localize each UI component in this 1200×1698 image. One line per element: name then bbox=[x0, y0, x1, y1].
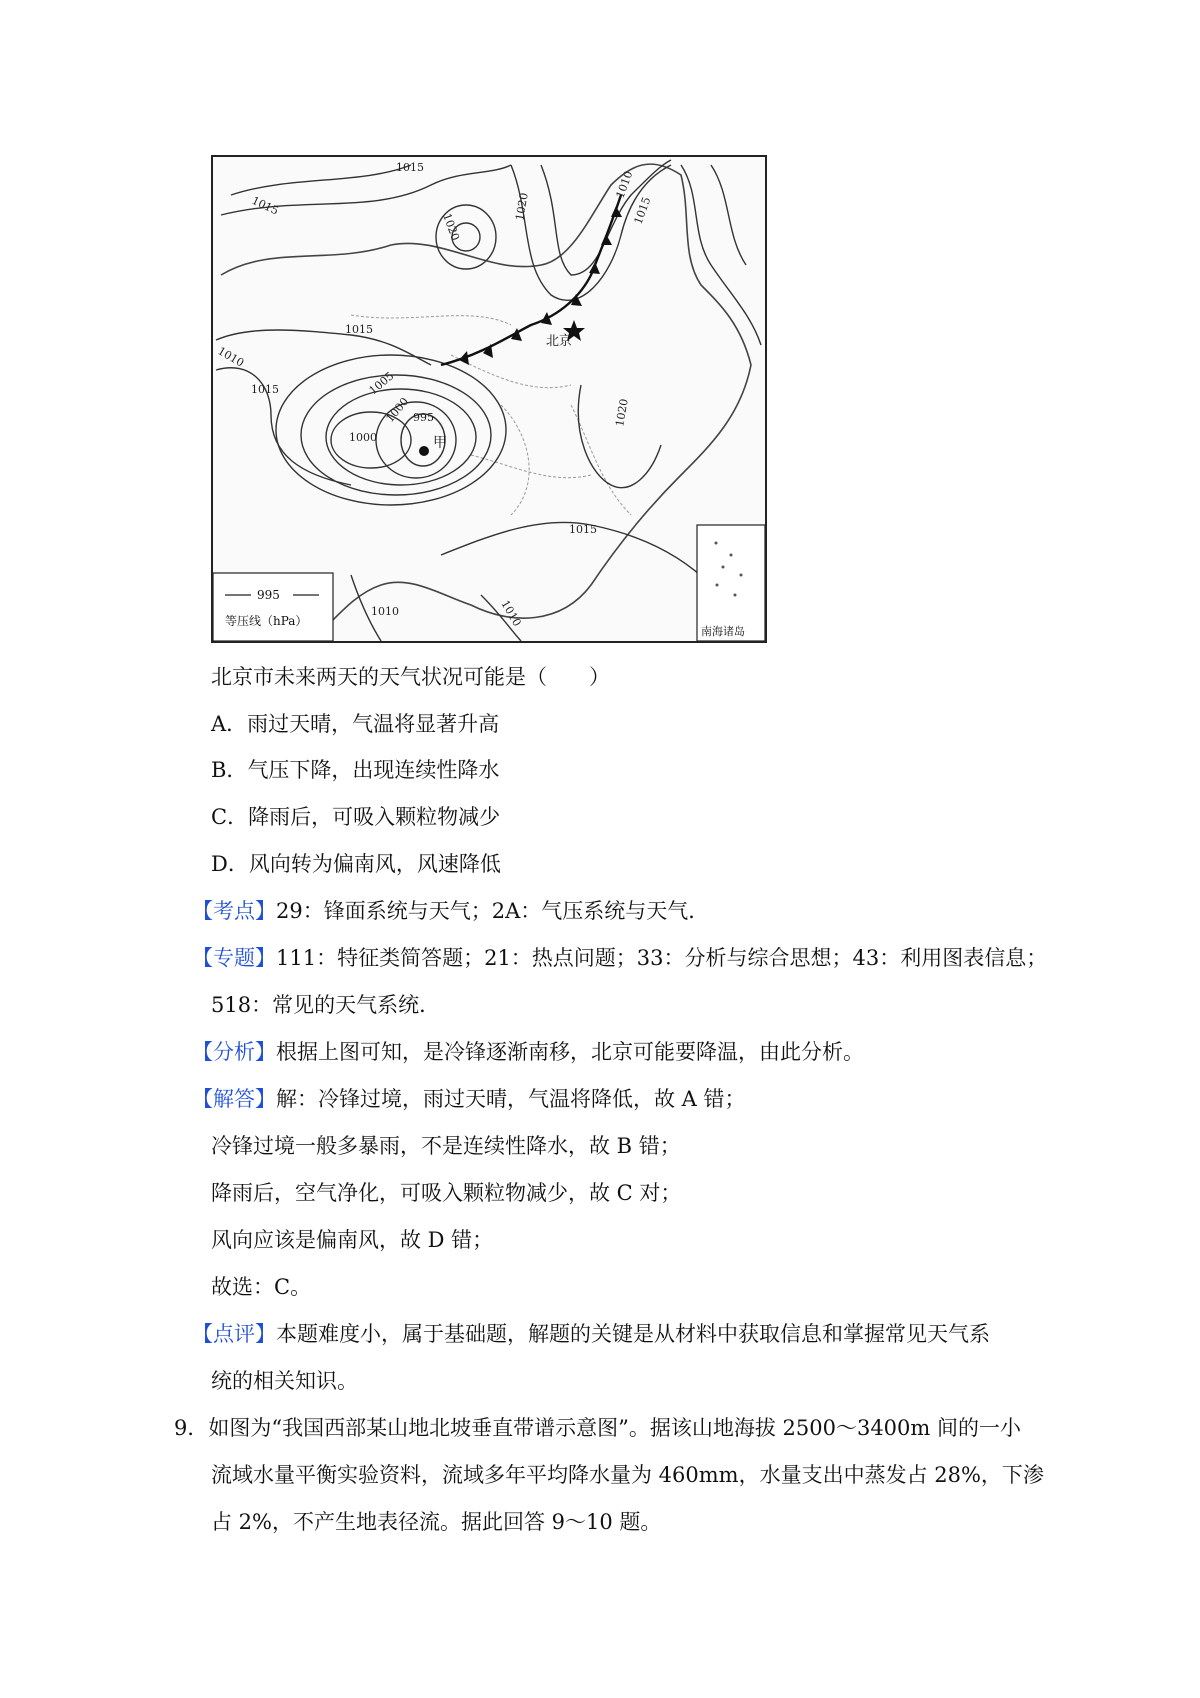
legend-caption: 等压线（hPa） bbox=[225, 614, 308, 628]
question-stem: 北京市未来两天的天气状况可能是（ ） bbox=[211, 665, 610, 689]
dianping-line bbox=[192, 1321, 990, 1347]
kaodian-text: 29：锋面系统与天气；2A：气压系统与天气． bbox=[276, 899, 710, 923]
question-number: 9． bbox=[174, 1416, 209, 1440]
legend-value: 995 bbox=[257, 588, 280, 602]
isobar-label: 1015 bbox=[569, 523, 597, 536]
point-label: 甲 bbox=[433, 435, 447, 451]
legend-box bbox=[213, 573, 333, 641]
isobar-label: 1020 bbox=[513, 191, 531, 222]
point-jia-dot bbox=[419, 446, 429, 456]
kaodian-tag: 【考点】 bbox=[192, 899, 276, 923]
kaodian-line bbox=[192, 898, 709, 924]
isobar-label: 1010 bbox=[215, 344, 247, 370]
inset-box bbox=[697, 525, 765, 641]
city-label: 北京 bbox=[546, 334, 573, 349]
option-b bbox=[211, 757, 499, 783]
jieda-detail-line: 冷锋过境一般多暴雨，不是连续性降水，故 B 错； bbox=[211, 1134, 681, 1158]
isobar-label: 1015 bbox=[396, 161, 424, 174]
fenxi-tag: 【分析】 bbox=[192, 1040, 276, 1064]
next-question-text: 如图为“我国西部某山地北坡垂直带谱示意图”。据该山地海拔 2500～3400m 间的一小 bbox=[208, 1416, 1021, 1440]
jieda-line bbox=[192, 1086, 746, 1112]
fenxi-text: 根据上图可知，是冷锋逐渐南移，北京可能要降温，由此分析。 bbox=[276, 1040, 864, 1064]
option-letter: A． bbox=[211, 712, 248, 736]
inset-caption: 南海诸岛 bbox=[701, 625, 745, 638]
option-d bbox=[211, 851, 501, 877]
option-letter: C． bbox=[211, 805, 249, 829]
isobar-label: 1020 bbox=[613, 397, 631, 428]
zhuanti-tag: 【专题】 bbox=[192, 946, 276, 970]
zhuanti-line bbox=[192, 945, 1047, 971]
jieda-detail-line: 故选：C。 bbox=[211, 1275, 312, 1299]
isobar-label: 1015 bbox=[345, 323, 373, 336]
zhuanti-text: 111：特征类简答题；21：热点问题；33：分析与综合思想；43：利用图表信息； bbox=[276, 946, 1048, 970]
jieda-detail-line: 降雨后，空气净化，可吸入颗粒物减少，故 C 对； bbox=[211, 1181, 682, 1205]
option-text: 雨过天晴，气温将显著升高 bbox=[247, 712, 500, 736]
option-letter: B． bbox=[211, 758, 248, 782]
jieda-detail-line: 风向应该是偏南风，故 D 错； bbox=[211, 1228, 494, 1252]
next-question-line-1 bbox=[174, 1415, 1021, 1441]
isobar-label: 1010 bbox=[371, 605, 399, 618]
isobar-label: 995 bbox=[413, 411, 434, 424]
next-question-line-2: 流域水量平衡实验资料，流域多年平均降水量为 460mm，水量支出中蒸发占 28%，下渗 bbox=[211, 1463, 1044, 1487]
isobar-label: 1020 bbox=[440, 211, 462, 243]
isobar-map bbox=[211, 155, 767, 643]
jieda-tag: 【解答】 bbox=[192, 1087, 276, 1111]
option-text: 降雨后，可吸入颗粒物减少 bbox=[248, 805, 501, 829]
isobar-label: 1010 bbox=[498, 598, 524, 629]
option-text: 气压下降，出现连续性降水 bbox=[247, 758, 500, 782]
dianping-tag: 【点评】 bbox=[192, 1322, 276, 1346]
jieda-text: 解：冷锋过境，雨过天晴，气温将降低，故 A 错； bbox=[276, 1087, 746, 1111]
next-question-line-3: 占 2%，不产生地表径流。据此回答 9～10 题。 bbox=[211, 1510, 662, 1534]
isobar-label: 1000 bbox=[383, 395, 412, 425]
isobar-label: 1015 bbox=[251, 383, 279, 396]
option-text: 风向转为偏南风，风速降低 bbox=[248, 852, 501, 876]
fenxi-line bbox=[192, 1039, 864, 1065]
option-letter: D． bbox=[211, 852, 249, 876]
isobar-label: 1015 bbox=[631, 195, 654, 227]
isobar-label: 1015 bbox=[249, 193, 281, 218]
isobar-label: 1005 bbox=[366, 369, 397, 398]
option-a bbox=[211, 711, 499, 737]
isobar-label: 1000 bbox=[349, 431, 377, 444]
isobar-label: 1010 bbox=[613, 169, 636, 201]
dianping-line-2: 统的相关知识。 bbox=[211, 1369, 358, 1393]
option-c bbox=[211, 804, 500, 830]
zhuanti-line-2: 518：常见的天气系统． bbox=[211, 993, 441, 1017]
dianping-text: 本题难度小，属于基础题，解题的关键是从材料中获取信息和掌握常见天气系 bbox=[276, 1322, 990, 1346]
